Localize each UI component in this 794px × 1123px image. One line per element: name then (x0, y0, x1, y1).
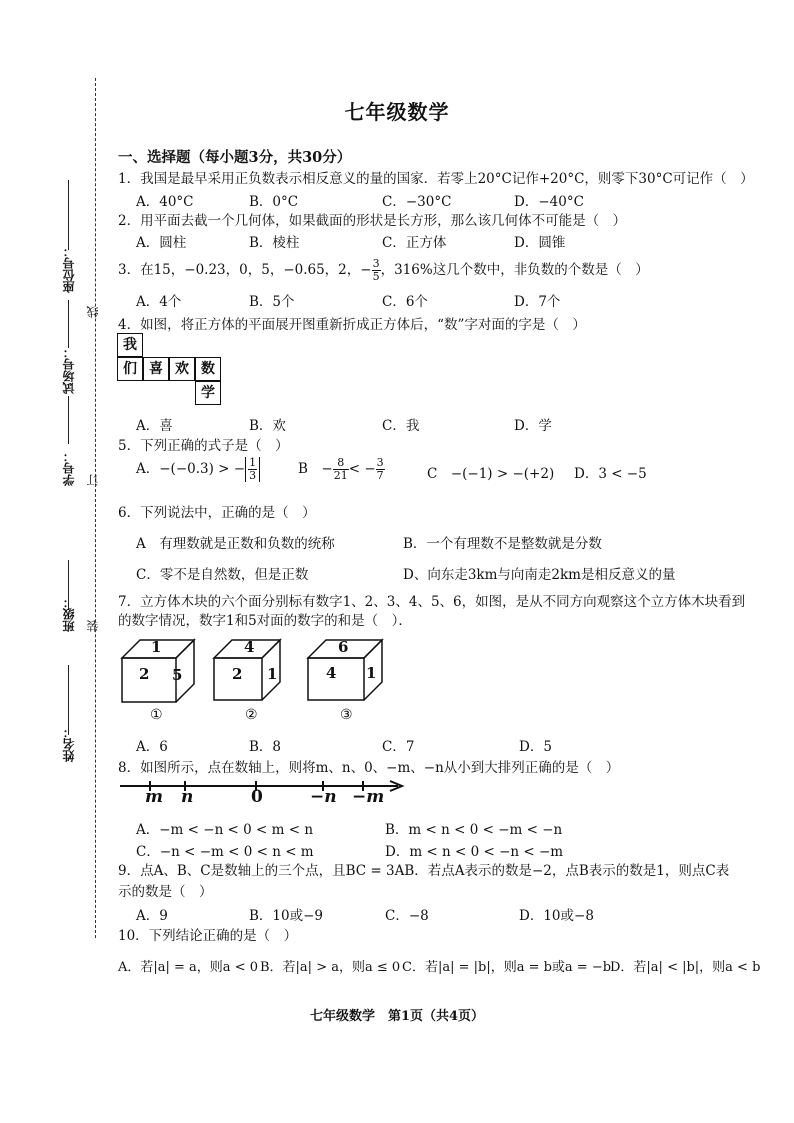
q9-stem-line2: 示的数是（ ） (118, 884, 213, 900)
q8-option-d: D．m < n < 0 < −n < −m (385, 844, 564, 860)
q8-option-a: A．−m < −n < 0 < m < n (136, 822, 314, 838)
net-cell-men: 们 (117, 357, 143, 381)
q3-fraction (372, 258, 381, 283)
axis-label-neg-m: −m (352, 787, 385, 807)
q7-option-c: C．7 (382, 739, 415, 755)
name-blank (68, 665, 69, 735)
q9-option-d: D．10或−8 (519, 908, 594, 924)
margin-line-char: 线 (86, 306, 100, 318)
q3-option-a: A．4个 (136, 294, 182, 310)
net-cell-wo: 我 (117, 333, 143, 357)
q8-stem: 8．如图所示，点在数轴上，则将m、n、0、−m、−n从小到大排列正确的是（ ） (118, 760, 620, 776)
net-cell-shu: 数 (195, 357, 221, 381)
page-footer: 七年级数学 第1页（共4页） (309, 1009, 485, 1024)
q3-option-b: B．5个 (249, 294, 295, 310)
q2-option-a: A．圆柱 (136, 235, 187, 251)
q7-option-a: A．6 (136, 739, 168, 755)
q5-b-den2: 7 (376, 469, 384, 482)
q10-option-b: B．若|a| > a，则a ≤ 0 (260, 960, 401, 975)
q2-option-c: C．正方体 (382, 235, 447, 251)
q5-a-den: 3 (249, 469, 257, 482)
net-cell-xue: 学 (195, 381, 221, 405)
q5-b-mid: < − (348, 461, 376, 477)
q5-b-den1: 21 (333, 469, 348, 482)
name-label: 姓名： (62, 726, 76, 762)
cube2-label: ② (245, 707, 258, 723)
q1-option-c: C．−30°C (382, 194, 452, 210)
net-cell-xi: 喜 (143, 357, 169, 381)
q5-b-frac1 (333, 457, 349, 482)
exam-room-label: 试场号： (62, 346, 76, 394)
q6-stem: 6．下列说法中，正确的是（ ） (118, 505, 316, 521)
cube2-top-number: 4 (244, 638, 255, 656)
cube3-front-number: 4 (326, 664, 337, 682)
q1-option-d: D．−40°C (514, 194, 584, 210)
q5-stem: 5．下列正确的式子是（ ） (118, 438, 289, 454)
section-heading: 一、选择题（每小题3分，共30分） (118, 149, 352, 166)
cube2-side-number: 1 (267, 665, 278, 683)
exam-room-blank (68, 300, 69, 348)
q1-option-b: B．0°C (249, 194, 299, 210)
axis-label-m: m (145, 787, 163, 807)
cube3-side-number: 1 (366, 664, 377, 682)
student-no-blank (68, 396, 69, 444)
class-label: 班级： (62, 596, 76, 632)
q5-b-text: B − (298, 461, 333, 477)
q5-option-d: D．3 < −5 (574, 466, 647, 482)
q10-stem: 10．下列结论正确的是（ ） (118, 928, 298, 944)
q3-stem-b: ，316%这几个数中，非负数的个数是（ ） (380, 262, 649, 278)
q3-option-d: D．7个 (514, 294, 561, 310)
q10-option-a: A．若|a| = a，则a < 0 (118, 960, 258, 975)
cube3-label: ③ (340, 707, 353, 723)
cube1-top-number: 1 (151, 638, 162, 656)
q5-b-num2: 3 (376, 456, 384, 469)
q7-stem-line2: 的数字情况，数字1和5对面的数字的和是（ ）． (118, 613, 412, 629)
q1-option-a: A．40°C (136, 194, 194, 210)
student-no-label: 学号： (62, 450, 76, 486)
q5-option-c: C −(−1) > −(+2) (427, 466, 555, 482)
cube1-label: ① (150, 707, 163, 723)
q5-option-b (298, 457, 385, 482)
q4-stem: 4．如图，将正方体的平面展开图重新折成正方体后，“数”字对面的字是（ ） (118, 317, 586, 333)
q2-option-b: B．棱柱 (249, 235, 300, 251)
margin-order-char: 订 (86, 474, 100, 486)
q3-frac-den: 5 (372, 270, 380, 283)
axis-label-neg-n: −n (310, 787, 337, 807)
q9-option-b: B．10或−9 (249, 908, 323, 924)
axis-label-zero: 0 (251, 787, 263, 807)
q5-a-text: A．−(−0.3) > − (136, 461, 246, 477)
seat-label: 座位号： (62, 245, 76, 293)
q8-option-b: B．m < n < 0 < −m < −n (385, 822, 563, 838)
q7-stem-line1: 7．立方体木块的六个面分别标有数字1、2、3、4、5、6，如图，是从不同方向观察这个立方体木块看到 (118, 594, 746, 610)
q6-option-a: A 有理数就是正数和负数的统称 (136, 536, 335, 552)
seat-blank (68, 180, 69, 250)
q6-option-b: B．一个有理数不是整数就是分数 (403, 536, 602, 552)
q10-option-d: D．若|a| < |b|，则a < b (610, 960, 761, 975)
q4-option-b: B．欢 (249, 418, 286, 434)
margin-bind-char: 装 (86, 620, 100, 632)
q7-option-d: D．5 (519, 739, 552, 755)
q9-option-a: A．9 (136, 908, 168, 924)
exam-title: 七年级数学 (344, 100, 450, 124)
q5-b-frac2 (376, 457, 385, 482)
q9-option-c: C．−8 (385, 908, 429, 924)
q4-option-d: D．学 (514, 418, 552, 434)
axis-label-n: n (181, 787, 194, 807)
q3-stem (118, 258, 649, 283)
binding-dashed-line (95, 78, 96, 938)
q7-option-b: B．8 (249, 739, 282, 755)
q5-option-a (136, 457, 260, 482)
q5-a-num: 1 (249, 456, 257, 469)
q1-stem: 1．我国是最早采用正负数表示相反意义的量的国家．若零上20°C记作+20°C，则零下30°C可记作（ ） (118, 171, 754, 187)
q4-option-a: A．喜 (136, 418, 173, 434)
q6-option-c: C．零不是自然数，但是正数 (136, 567, 309, 583)
q6-option-d: D、向东走3km与向南走2km是相反意义的量 (403, 567, 676, 583)
q5-a-frac (248, 457, 257, 482)
q3-option-c: C．6个 (382, 294, 428, 310)
q10-option-c: C．若|a| = |b|，则a = b或a = −b (402, 960, 612, 975)
cube2-front-number: 2 (232, 665, 243, 683)
q3-stem-a: 3．在15，−0.23，0，5，−0.65，2，− (118, 262, 372, 278)
cube1-front-number: 2 (139, 665, 150, 683)
q4-option-c: C．我 (382, 418, 420, 434)
cube3-top-number: 6 (338, 638, 349, 656)
q3-frac-num: 3 (372, 257, 380, 270)
q9-stem-line1: 9．点A、B、C是数轴上的三个点，且BC = 3AB．若点A表示的数是−2，点B表示的数是1，则点C表 (118, 863, 730, 879)
q8-option-c: C．−n < −m < 0 < n < m (136, 844, 314, 860)
q2-stem: 2．用平面去截一个几何体，如果截面的形状是长方形，那么该几何体不可能是（ ） (118, 213, 627, 229)
q5-b-num1: 8 (333, 457, 349, 470)
q2-option-d: D．圆锥 (514, 235, 566, 251)
net-cell-huan: 欢 (169, 357, 195, 381)
cube1-side-number: 5 (172, 666, 183, 684)
